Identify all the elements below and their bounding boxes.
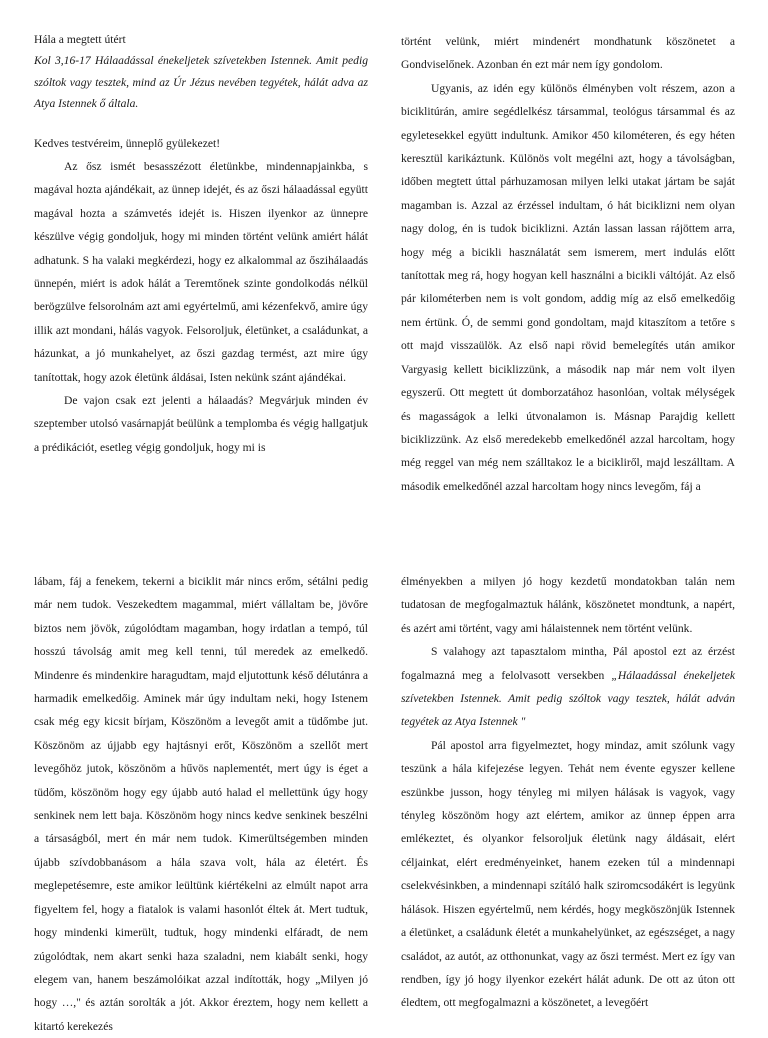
page-2-right-column xyxy=(401,570,735,1015)
paragraph: Az ősz ismét besasszézott életünkbe, mindennapjainkba, s magával hozta ajándékait, az ünnep idejét, és az őszi hálaadással együtt magával hozta a számvetés idejét is. Hiszen ilyenkor az ünnepre készülve végig gondoljuk, hogy mi minden történt velünk amiért hálát adhatunk. S ha valaki megkérdezi, hogy ez alkalommal az őszihálaadás ünnepén, miért is adok hálát a Teremtőnek szinte gondolkodás nélkül berögzülve felsorolnám azt ami egyértelmű, ami kézenfekvő, amire úgy illik azt mondani, hálás vagyok. Felsoroljuk, életünket, a családunkat, a házunkat, a jó munkahelyet, az őszi gazdag termést, azt mire úgy tanítottak, hogy azok életünk áldásai, Isten nekünk szánt ajándékai. xyxy=(34,159,368,384)
greeting: Kedves testvéreim, ünneplő gyülekezet! xyxy=(34,136,221,150)
paragraph: lábam, fáj a fenekem, tekerni a biciklit már nincs erőm, sétálni pedig már nem tudok. Veszekedtem magammal, miért vállaltam be, jövőre biztos nem jövök, zúgolódtam magamban, hogy irdatlan a tempó, túl hosszú távolság amit meg kell tenni, túl meredek az emelkedő. Mindenre és mindenkire haragudtam, majd eljutottunk késő délutánra a harmadik emelkedőig. Aminek már úgy indultam neki, hogy Istenem csak még egy kicsit bírjam, Köszönöm a levegőt amit a tüdőmbe jut. Köszönöm az újjabb egy hajtásnyi erőt, Köszönöm a szellőt mert levegőhöz jutok, köszönöm a hűvös naplementét, mert úgy is éget a tüdőm, köszönöm hogy egy újabb autó halad el mellettünk úgy hogy senkinek nem lett baja. Köszönöm hogy nincs kedve senkinek beszélni a társaságból, mert én már nem tudok. Kimerültségemben minden újabb szívdobbanásom a hála szava volt, hála az életért. És meglepetésemre, este amikor leültünk kiértékelni az elmúlt napot arra figyeltem fel, hogy a fiatalok is valami hasonlót éltek át. Mert tudtuk, hogy mindenki kimerült, tudtuk, hogy mindenki elfáradt, de nem zúgolódtak, nem akart senki haza szaladni, nem kiabált senki, hogy elegem van, hanem beszámolóikat azzal indították, hogy „Milyen jó hogy …," és aztán sorolták a jót. Akkor éreztem, hogy nem kellett a kitartó kerekezés xyxy=(34,575,368,1033)
paragraph: élményekben a milyen jó hogy kezdetű mondatokban talán nem tudatosan de megfogalmaztuk hálánk, köszönetet mondtunk, a napért, és azért ami történt, vagy ami hálaistennek nem történt velünk. xyxy=(401,575,735,635)
page-2-left-column xyxy=(34,570,368,1038)
paragraph: Ugyanis, az idén egy különös élményben volt részem, azon a biciklitúrán, amire segédlelkész társammal, teológus társammal és az egyletesekkel együtt indultunk. Amikor 450 kilométeren, és egy héten keresztül karikáztunk. Különös volt megélni azt, hogy a távolságban, időben megtett úttal párhuzamosan milyen lelki utakat jártam be saját magamban is. Azzal az érzéssel indultam, ó hát biciklizni nem olyan nagy dolog, én is tudok biciklizni. Aztán lassan lassan rájöttem arra, hogy még a bicikli használatát sem ismerem, mert indulás előtt tanítottak meg rá, hogy hogyan kell használni a bicikli váltóját. Az első pár kilométerben nem is volt gondom, addig míg az első emelkedőig nem értünk. Ó, de semmi gond gondoltam, majd kitaszítom a tetőre s ott majd visszaülök. Az első napi rövid bemelegítés után amikor Vargyasig kellett biciklizzünk, a második nap már nem volt ilyen egyszerű. Ott megtett út domborzatához hasonlóan, voltak mélységek és magasságok a lelki útvonalamon is. Másnap Parajdig kellett biciklizzünk. Az első meredekebb emelkedőnél azzal harcoltam, hogy még reggel van még nem szálltakoz le a bicikliről, majd leszálltam. A második emelkedőnél azzal harcoltam hogy nincs levegőm, fáj a xyxy=(401,81,735,493)
paragraph: Pál apostol arra figyelmeztet, hogy mindaz, amit szólunk vagy teszünk a hála kifejezése legyen. Tehát nem évente egyszer kellene eszünkbe jusson, hogy tényleg mi milyen hálásak is vagyok, vagy tényleg köszönöm hogy azt elértem, amikor az ünnep éppen arra emlékeztet, és olyankor felsoroljuk életünk nagy áldásait, elért céljainkat, elért eredményeinket, hanem ezeken túl a mindennapi cselekvésinkben, a mindennapi szítáló halk sziromcsodákért is legyünk hálások. Hiszen egyértelmű, nem kérdés, hogy megköszönjük Istennek a életünket, a családunk életét a munkahelyünket, az egészséget, a nagy családot, az autót, az otthonunkat, vagy az őszi termést. Mert ez így van rendben, így jó hogy ilyenkor ezekért hálát adunk. De ott az úton ott éledtem, ott megfogalmazni a köszönetet, a levegőért xyxy=(401,738,735,1010)
sermon-title: Hála a megtett útért xyxy=(34,33,126,46)
page-1-left-column xyxy=(34,30,368,459)
quoted-verse: „Hálaadással énekeljetek szívetekben Istennek. Amit pedig szóltok vagy tesztek, hálát adván tegyétek az Atya Istennek " xyxy=(401,668,735,729)
paragraph-text: S valahogy azt tapasztalom mintha, Pál apostol ezt az érzést fogalmazná meg a felolvasott versekben xyxy=(401,645,735,682)
page-1-right-column xyxy=(401,30,735,498)
page-2 xyxy=(0,540,768,1033)
paragraph xyxy=(401,640,735,734)
bible-verse: Kol 3,16-17 Hálaadással énekeljetek szívetekben Istennek. Amit pedig szóltok vagy tesztek, mind az Úr Jézus nevében tegyétek, hálát adva az Atya Istennek ő általa. xyxy=(34,54,368,110)
paragraph: De vajon csak ezt jelenti a hálaadás? Megvárjuk minden év szeptember utolsó vasárnapját beülünk a templomba és végig hallgatjuk a prédikációt, esetleg végig gondoljuk, hogy mi is xyxy=(34,393,368,454)
paragraph: történt velünk, miért mindenért mondhatunk köszönetet a Gondviselőnek. Azonban én ezt már nem így gondolom. xyxy=(401,35,735,72)
